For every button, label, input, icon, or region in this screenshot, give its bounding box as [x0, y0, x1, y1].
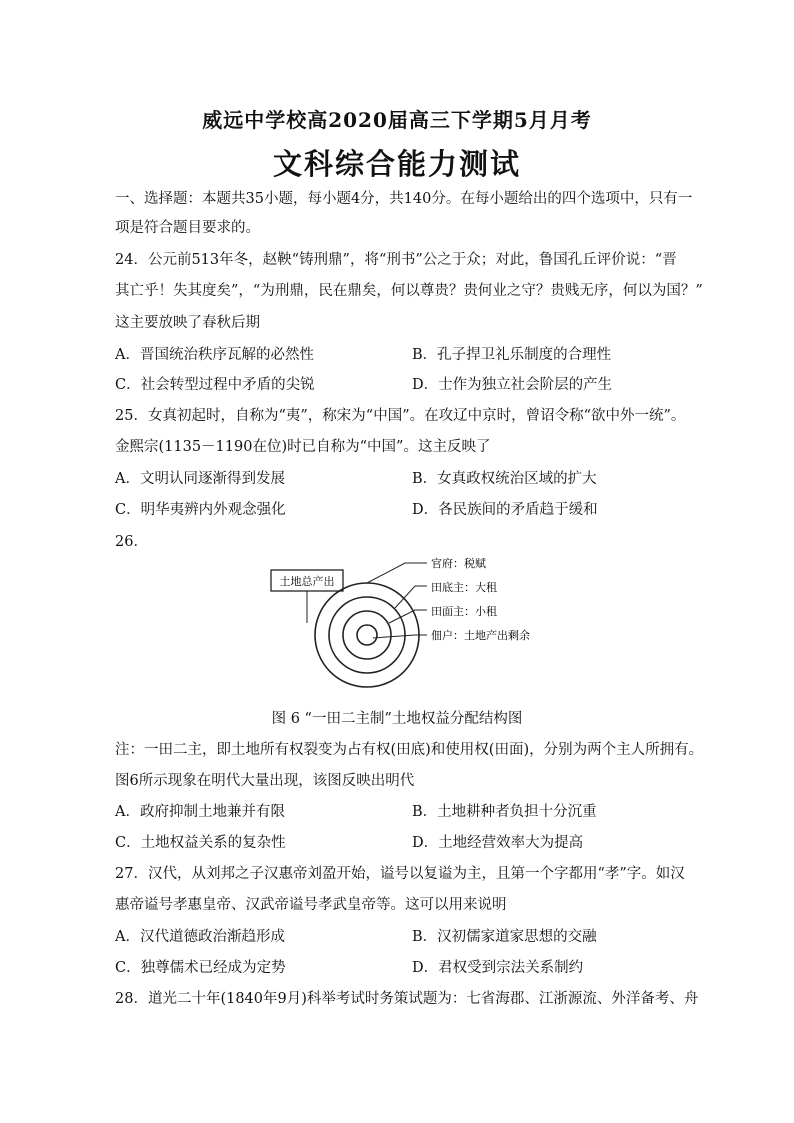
section-instruction-line1: 一、选择题：本题共35小题，每小题4分，共140分。在每小题给出的四个选项中，只有一: [115, 191, 693, 207]
q26-option-b: B．土地耕种者负担十分沉重: [412, 804, 597, 820]
ring-inner: [357, 625, 377, 645]
q26-note-line1: 注：一田二主，即土地所有权裂变为占有权(田底)和使用权(田面)，分别为两个主人所拥有。: [115, 742, 704, 758]
q27-option-b: B．汉初儒家道家思想的交融: [412, 929, 597, 945]
q25-stem-line1: 25．女真初起时，自称为“夷”，称宋为“中国”。在攻辽中京时，曾诏令称“欲中外一统”。: [115, 408, 686, 424]
land-rights-diagram: [265, 553, 555, 695]
school-title: 威远中学校高2020届高三下学期5月月考: [202, 108, 592, 132]
q27-option-a: A．汉代道德政治渐趋形成: [115, 929, 285, 945]
label-topsoil-owner: 田面主：小租: [431, 605, 497, 618]
q24-option-c: C．社会转型过程中矛盾的尖锐: [115, 377, 315, 393]
q25-option-c: C．明华夷辨内外观念强化: [115, 502, 286, 518]
q27-stem-line1: 27．汉代，从刘邦之子汉惠帝刘盈开始，谥号以复谥为主，且第一个字都用“孝”字。如汉: [115, 866, 685, 882]
figure-caption: 图 6 “一田二主制”土地权益分配结构图: [271, 711, 523, 727]
q26-option-c: C．土地权益关系的复杂性: [115, 835, 286, 851]
label-tenant: 佃户：土地产出剩余: [431, 629, 530, 642]
q27-stem-line2: 惠帝谥号孝惠皇帝、汉武帝谥号孝武皇帝等。这可以用来说明: [115, 897, 507, 913]
exam-title: 文科综合能力测试: [272, 147, 521, 181]
q26-option-a: A．政府抑制土地兼并有限: [115, 804, 285, 820]
label-government: 官府：税赋: [431, 557, 486, 570]
leader-line-2: [395, 586, 427, 608]
q24-option-d: D．士作为独立社会阶层的产生: [412, 377, 613, 393]
ring-third: [343, 611, 391, 659]
label-subsoil-owner: 田底主：大租: [431, 581, 497, 594]
q24-stem-line1: 24．公元前513年冬，赵鞅“铸刑鼎”，将“刑书”公之于众；对此，鲁国孔丘评价说：“晋: [115, 252, 677, 268]
q24-option-a: A．晋国统治秩序瓦解的必然性: [115, 347, 314, 363]
q28-stem-line1: 28．道光二十年(1840年9月)科举考试时务策试题为：七省海郡、江浙源流、外洋备考、舟: [115, 991, 699, 1007]
q25-option-b: B．女真政权统治区域的扩大: [412, 471, 597, 487]
q25-stem-line2: 金熙宗(1135－1190在位)时已自称为“中国”。这主反映了: [115, 439, 491, 455]
q26-number: 26．: [115, 534, 148, 550]
q25-option-a: A．文明认同逐渐得到发展: [115, 471, 285, 487]
leader-line-1: [367, 563, 427, 583]
q24-option-b: B．孔子捍卫礼乐制度的合理性: [412, 347, 612, 363]
ring-second: [329, 597, 405, 673]
section-instruction-line2: 项是符合题目要求的。: [115, 220, 260, 236]
q24-stem-line2: 其亡乎！失其度矣”，“为刑鼎，民在鼎矣，何以尊贵？贵何业之守？贵贱无序，何以为国？”: [115, 283, 703, 299]
q27-option-d: D．君权受到宗法关系制约: [412, 960, 584, 976]
q26-note-line2: 图6所示现象在明代大量出现，该图反映出明代: [115, 773, 415, 789]
land-output-label: 土地总产出: [279, 575, 335, 588]
leader-line-3: [389, 610, 427, 623]
q26-option-d: D．土地经营效率大为提高: [412, 835, 584, 851]
q27-option-c: C．独尊儒术已经成为定势: [115, 960, 286, 976]
q24-stem-line3: 这主要放映了春秋后期: [115, 315, 260, 331]
q25-option-d: D．各民族间的矛盾趋于缓和: [412, 502, 598, 518]
